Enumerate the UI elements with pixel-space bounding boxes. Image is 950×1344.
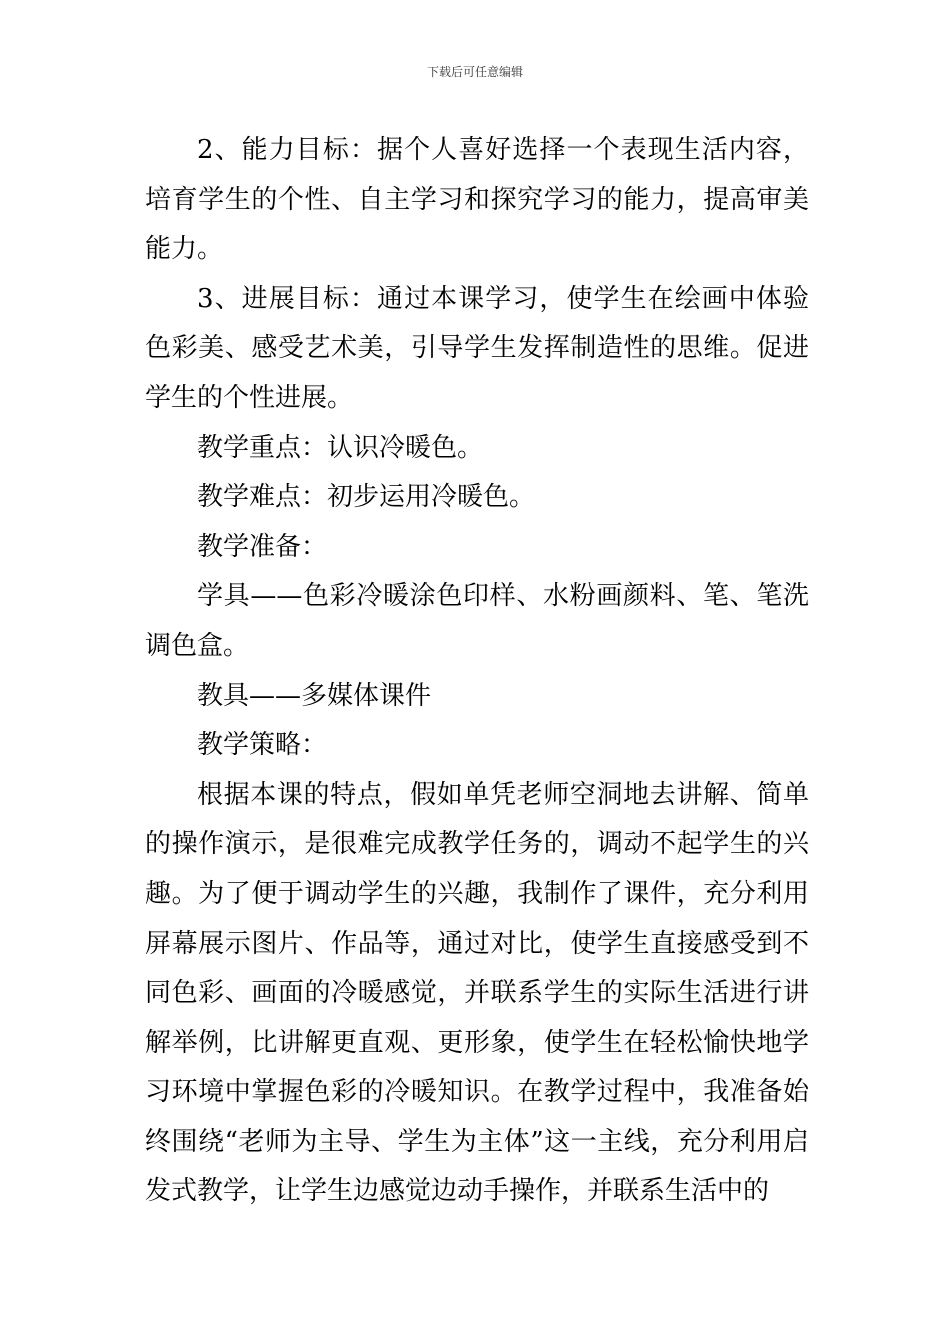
paragraph-teaching-focus: 教学重点：认识冷暖色。 [197, 432, 484, 463]
paragraph-ability-goal: 2、能力目标：据个人喜好选择一个表现生活内容，培育学生的个性、自主学习和探究学习的能力，提高审美能力。 [145, 135, 809, 265]
paragraph-teaching-difficulty: 教学难点：初步运用冷暖色。 [197, 482, 536, 513]
paragraph-teaching-preparation: 教学准备： [197, 531, 328, 562]
paragraph-teaching-strategy-heading: 教学策略： [197, 730, 328, 761]
page-header: 下载后可任意编辑 [426, 65, 523, 79]
paragraph-student-materials: 学具——色彩冷暖涂色印样、水粉画颜料、笔、笔洗调色盒。 [145, 581, 809, 661]
paragraph-teaching-strategy-body: 根据本课的特点，假如单凭老师空洞地去讲解、简单的操作演示，是很难完成教学任务的，调动不起学生的兴趣。为了便于调动学生的兴趣，我制作了课件，充分利用屏幕展示图片、作品等，通过对比，使学生直接感受到不同色彩、画面的冷暖感觉，并联系学生的实际生活进行讲解举例，比讲解更直观、更形象，使学生在轻松愉快地学习环境中掌握色彩的冷暖知识。在教学过程中，我准备始终围绕“老师为主导、学生为主体”这一主线，充分利用启发式教学，让学生边感觉边动手操作，并联系生活中的 [145, 779, 809, 1207]
paragraph-development-goal: 3、进展目标：通过本课学习，使学生在绘画中体验色彩美、感受艺术美，引导学生发挥制造性的思维。促进学生的个性进展。 [145, 283, 809, 413]
document-body [145, 126, 809, 1217]
paragraph-teacher-materials: 教具——多媒体课件 [197, 680, 432, 711]
